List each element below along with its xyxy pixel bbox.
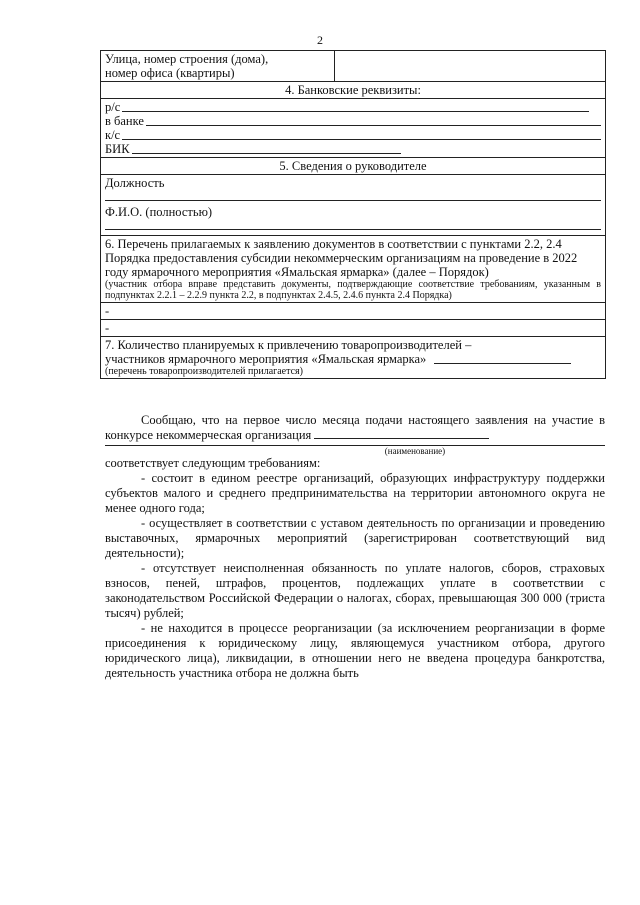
sec6-cell — [101, 236, 606, 303]
head-info-row — [101, 175, 606, 236]
fio-label: Ф.И.О. (полностью) — [105, 205, 213, 219]
sec7-line2-text: участников ярмарочного мероприятия «Ямальская ярмарка» — [105, 352, 427, 366]
statement-intro-text: Сообщаю, что на первое число месяца подачи настоящего заявления на участие в конкурсе некоммерческая организация — [105, 413, 605, 442]
street-value-cell[interactable] — [335, 51, 606, 82]
doc-item-2[interactable]: - — [101, 320, 606, 337]
page-number: 2 — [317, 33, 323, 47]
doc-item-1[interactable]: - — [101, 303, 606, 320]
org-name-caption-text: (наименование) — [384, 446, 446, 456]
fio-line[interactable] — [105, 221, 601, 230]
street-label-line2: номер офиса (квартиры) — [105, 66, 235, 80]
street-row — [101, 51, 606, 82]
ks-label: к/с — [105, 128, 121, 142]
rs-label: р/с — [105, 100, 121, 114]
org-name-field[interactable] — [314, 428, 489, 439]
application-form-table — [100, 50, 606, 379]
sec4-title-row — [101, 82, 606, 99]
bank-label: в банке — [105, 114, 144, 128]
requirement-4: - не находится в процессе реорганизации (за исключением реорганизации в форме присоединения к юридическому лицу, являющемуся участником отбора, другого юридического лица), ликвидации, в отношении него не введена процедура банкротства, деятельность участника отбора не должна быть — [105, 621, 605, 680]
sec6-row — [101, 236, 606, 303]
sec7-note: (перечень товаропроизводителей прилагается) — [105, 366, 303, 377]
statement-body — [105, 413, 605, 681]
sec6-text: 6. Перечень прилагаемых к заявлению документов в соответствии с пунктами 2.2, 2.4 Порядка предоставления субсидии некоммерческим организациям на проведение в 2022 году ярмарочного мероприятия «Ямальская ярмарка» (далее – Порядок) — [105, 237, 578, 279]
sec7-cell — [101, 337, 606, 379]
doc-row-2 — [101, 320, 606, 337]
rs-field[interactable] — [105, 100, 601, 114]
sec7-row — [101, 337, 606, 379]
bank-details-cell — [101, 99, 606, 158]
position-line[interactable] — [105, 192, 601, 201]
statement-intro — [105, 413, 605, 443]
doc-row-1 — [101, 303, 606, 320]
ks-field[interactable] — [105, 128, 601, 142]
requirement-1: - состоит в едином реестре организаций, образующих инфраструктуру поддержки субъектов малого и среднего предпринимательства на территории автономного округа не менее одного года; — [105, 471, 605, 515]
bank-field[interactable] — [105, 114, 601, 128]
bik-field[interactable] — [105, 142, 601, 156]
sec7-line2[interactable] — [105, 352, 601, 366]
position-label: Должность — [105, 176, 165, 190]
street-label-line1: Улица, номер строения (дома), — [105, 52, 269, 66]
sec6-note: (участник отбора вправе представить документы, подтверждающие соответствие требованиям, указанным в подпунктах 2.2.1 – 2.2.9 пункта 2.2, в подпунктах 2.4.5, 2.4.6 пункта 2.4 Порядка) — [105, 279, 601, 301]
org-name-caption — [105, 445, 605, 456]
requirement-3: - отсутствует неисполненная обязанность по уплате налогов, сборов, страховых взносов, пеней, штрафов, процентов, подлежащих уплате в соответствии с законодательством Российской Федерации о налогах, сборах, превышающая 300 000 (триста тысяч) рублей; — [105, 561, 605, 620]
street-label-cell — [101, 51, 335, 82]
requirements-intro: соответствует следующим требованиям: — [105, 456, 321, 470]
sec7-line1: 7. Количество планируемых к привлечению товаропроизводителей – — [105, 338, 472, 352]
sec5-title: 5. Сведения о руководителе — [101, 158, 606, 175]
head-info-cell — [101, 175, 606, 236]
sec4-title: 4. Банковские реквизиты: — [101, 82, 606, 99]
sec5-title-row — [101, 158, 606, 175]
bank-details-row — [101, 99, 606, 158]
bik-label: БИК — [105, 142, 130, 156]
requirement-2: - осуществляет в соответствии с уставом деятельность по организации и проведению выставочных, ярмарочных мероприятий (зарегистрирован соответствующий вид деятельности); — [105, 516, 605, 560]
